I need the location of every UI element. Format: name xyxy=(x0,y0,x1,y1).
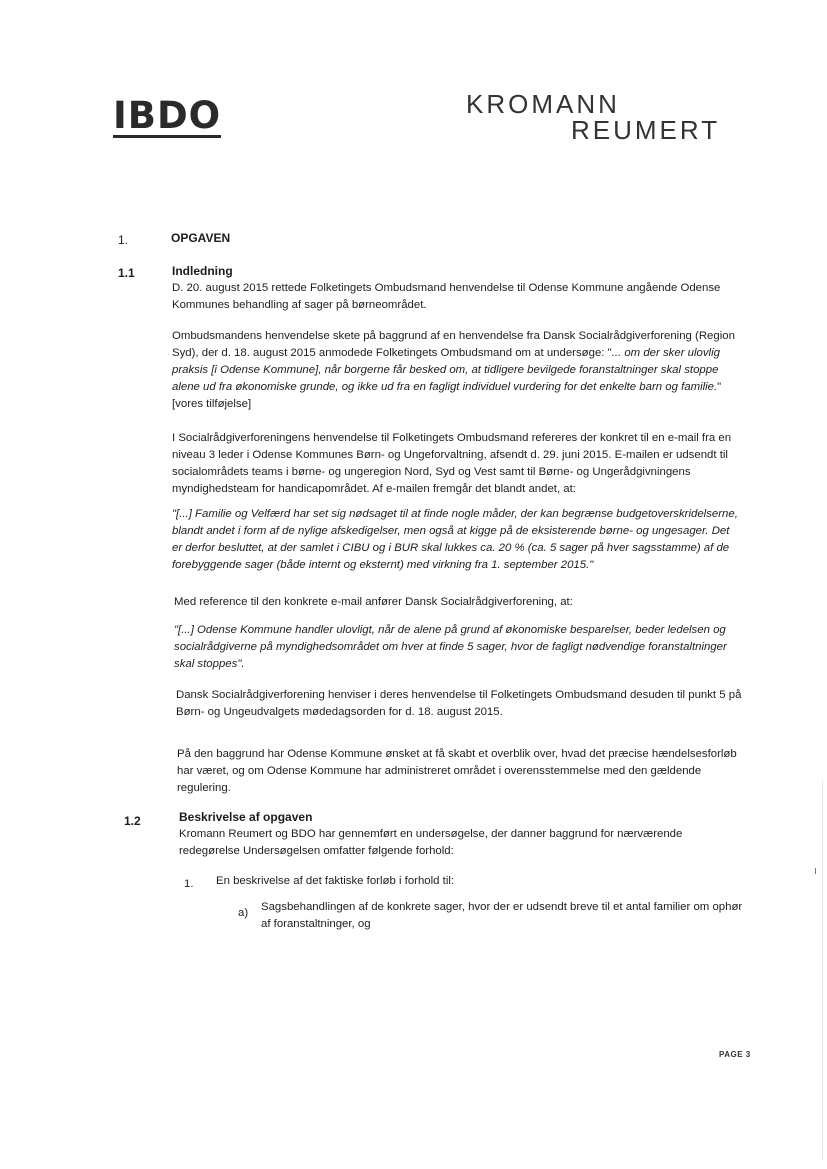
kromann-logo-line1: KROMANN xyxy=(466,89,620,119)
list-item-number: 1. xyxy=(184,878,194,890)
reumert-logo-line2: REUMERT xyxy=(571,115,721,145)
paragraph-text: Ombudsmandens henvendelse skete på baggrund af en henvendelse fra Dansk Socialrådgiverforening (Region Syd), der d. 18. august 2015 anmodede Folketingets Ombudsmand om at undersøge: " xyxy=(172,330,735,359)
scan-mark xyxy=(815,868,816,874)
paragraph-text: " [vores tilføjelse] xyxy=(172,381,722,410)
paragraph-agenda: Dansk Socialrådgiverforening henviser i deres henvendelse til Folketingets Ombudsmand desuden til punkt 5 på Børn- og Ungeudvalgets mødedagsorden for d. 18. august 2015. xyxy=(176,689,742,718)
paragraph-ombudsman-request xyxy=(172,328,738,413)
paragraph-intro: D. 20. august 2015 rettede Folketingets Ombudsmand henvendelse til Odense Kommune angående Odense Kommunes behandling af sager på børneområdet. xyxy=(172,282,721,311)
sublist-item-letter: a) xyxy=(238,907,249,919)
quote-text: "[...] Odense Kommune handler ulovligt, når de alene på grund af økonomiske besparelser, beder ledelsen og socialrådgiverne på myndighedsområdet om hver at finde 5 sager, hvor de fagligt nødvendige foranstaltninger skal stoppes". xyxy=(174,624,727,670)
quote-socialraadgiver xyxy=(174,622,730,673)
page-number: PAGE 3 xyxy=(719,1050,751,1059)
quote-email xyxy=(172,506,740,574)
subsection-title: Beskrivelse af opgaven xyxy=(179,810,313,824)
quote-text: ... om der sker ulovlig praksis [i Odense Kommune], når borgerne får besked om, at tidligere bevilgede foranstaltninger skal stoppe alene ud fra økonomiske grunde, og ikke ud fra en fagligt individuel vurdering for det enkelte barn og familie. xyxy=(172,347,720,393)
subsection-number: 1.1 xyxy=(118,266,135,280)
subsection-title: Indledning xyxy=(172,264,233,278)
scan-edge-line xyxy=(822,780,823,1160)
section-title: OPGAVEN xyxy=(171,231,231,245)
quote-text: "[...] Familie og Velfærd har set sig nødsaget til at finde nogle måder, der kan begrænse budgetoverskridelserne, blandt andet i form af de nylige afskedigelser, men også at kigge på de eksisterende børne- og ungesager. Det er derfor besluttet, at der samlet i CIBU og i BUR skal lukkes ca. 20 % (ca. 5 sager på hver sagsstamme) af de forebyggende sager (både internt og eksternt) med virkning fra 1. september 2015." xyxy=(172,508,738,571)
paragraph-reference: Med reference til den konkrete e-mail anfører Dansk Socialrådgiverforening, at: xyxy=(174,596,573,608)
sublist-item-text: Sagsbehandlingen af de konkrete sager, hvor der er udsendt breve til et antal familier om ophør af foranstaltninger, og xyxy=(261,901,743,930)
paragraph-email-reference: I Socialrådgiverforeningens henvendelse til Folketingets Ombudsmand refereres der konkret til en e-mail fra en niveau 3 leder i Odense Kommunes Børn- og Ungeforvaltning, afsendt d. 29. juni 2015. E-mailen er udsendt til socialområdets teams i børne- og ungeregion Nord, Syd og Vest samt til Børne- og Ungerådgivningens myndighedsteam for handicapområdet. Af e-mailen fremgår det blandt andet, at: xyxy=(172,432,732,495)
bdo-logo: IBDO xyxy=(113,94,222,137)
list-item-text: En beskrivelse af det faktiske forløb i forhold til: xyxy=(216,875,455,887)
section-number: 1. xyxy=(118,233,129,247)
subsection-number: 1.2 xyxy=(124,814,141,828)
paragraph-task-description: Kromann Reumert og BDO har gennemført en undersøgelse, der danner baggrund for nærværende redegørelse Undersøgelsen omfatter følgende forhold: xyxy=(179,828,683,857)
paragraph-background: På den baggrund har Odense Kommune ønsket at få skabt et overblik over, hvad det præcise hændelsesforløb har været, og om Odense Kommune har administreret området i overensstemmelse med den gældende regulering. xyxy=(177,748,737,794)
